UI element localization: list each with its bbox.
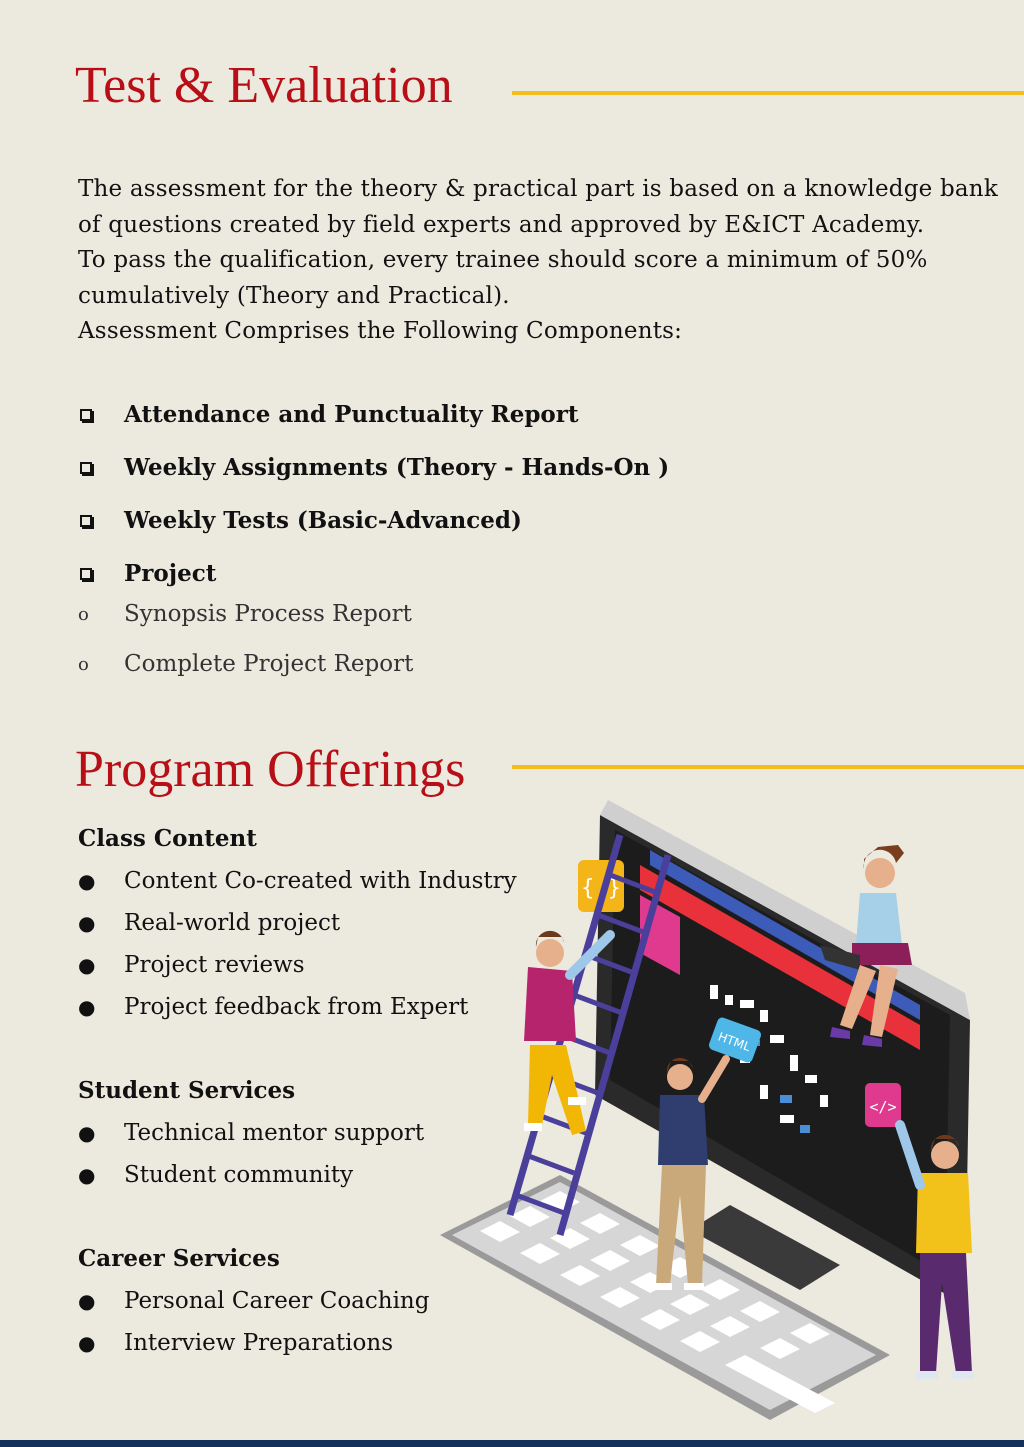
bullet-icon: ● [78,953,96,977]
bullet-icon: ● [78,1163,96,1187]
bullet-icon: ● [78,1331,96,1355]
list-item [78,1112,424,1154]
checkbox-bullet-icon [80,568,92,580]
item-label: Project reviews [124,952,305,978]
item-label: Real-world project [124,910,341,936]
bullet-icon: ● [78,911,96,935]
component-label: Weekly Assignments (Theory - Hands-On ) [124,454,670,481]
item-label: Student community [124,1162,354,1188]
developers-at-monitor-illustration [440,795,1000,1435]
heading-rule [512,91,1024,95]
code-tag-label: </> [869,1098,897,1116]
list-item [78,441,669,494]
intro-text [78,172,998,350]
test-evaluation-heading: Test & Evaluation [75,57,453,114]
intro-paragraph: Assessment Comprises the Following Components: [78,318,683,345]
components-list [78,388,669,600]
checkbox-bullet-icon [80,515,92,527]
component-label: Attendance and Punctuality Report [124,401,579,428]
item-label: Project feedback from Expert [124,994,469,1020]
checkbox-bullet-icon [80,462,92,474]
career-services-title: Career Services [78,1245,280,1272]
subitem-label: Complete Project Report [124,651,414,677]
list-item [78,1154,424,1196]
footer-bar [0,1440,1024,1447]
student-services-list [78,1112,424,1196]
list-item [78,1322,429,1364]
intro-paragraph: To pass the qualification, every trainee should score a minimum of 50% cumulatively (Theory and Practical). [78,247,928,309]
item-label: Interview Preparations [124,1330,393,1356]
bullet-icon: ● [78,995,96,1019]
list-item [78,388,669,441]
list-item [78,494,669,547]
heading-rule [512,765,1024,769]
item-label: Personal Career Coaching [124,1288,430,1314]
bullet-icon: ● [78,869,96,893]
code-tag-icon [865,1083,901,1127]
class-content-title: Class Content [78,825,257,852]
item-label: Content Co-created with Industry [124,868,517,894]
list-item [78,589,413,639]
intro-paragraph: The assessment for the theory & practical part is based on a knowledge bank of questions created by field experts and approved by E&ICT Academy. [78,176,998,238]
item-label: Technical mentor support [124,1120,425,1146]
project-subitems-list [78,589,413,689]
component-label: Weekly Tests (Basic-Advanced) [124,507,522,534]
bullet-icon: ● [78,1121,96,1145]
career-services-list [78,1280,429,1364]
component-label: Project [124,560,217,587]
list-item [78,1280,429,1322]
checkbox-bullet-icon [80,409,92,421]
circle-bullet-icon: o [78,653,89,675]
list-item [78,639,413,689]
html-tag-label: HTML [716,1029,753,1055]
student-services-title: Student Services [78,1077,296,1104]
curly-braces-tag-label: { } [581,876,621,901]
program-offerings-heading: Program Offerings [75,741,466,798]
circle-bullet-icon: o [78,603,89,625]
subitem-label: Synopsis Process Report [124,601,412,627]
bullet-icon: ● [78,1289,96,1313]
